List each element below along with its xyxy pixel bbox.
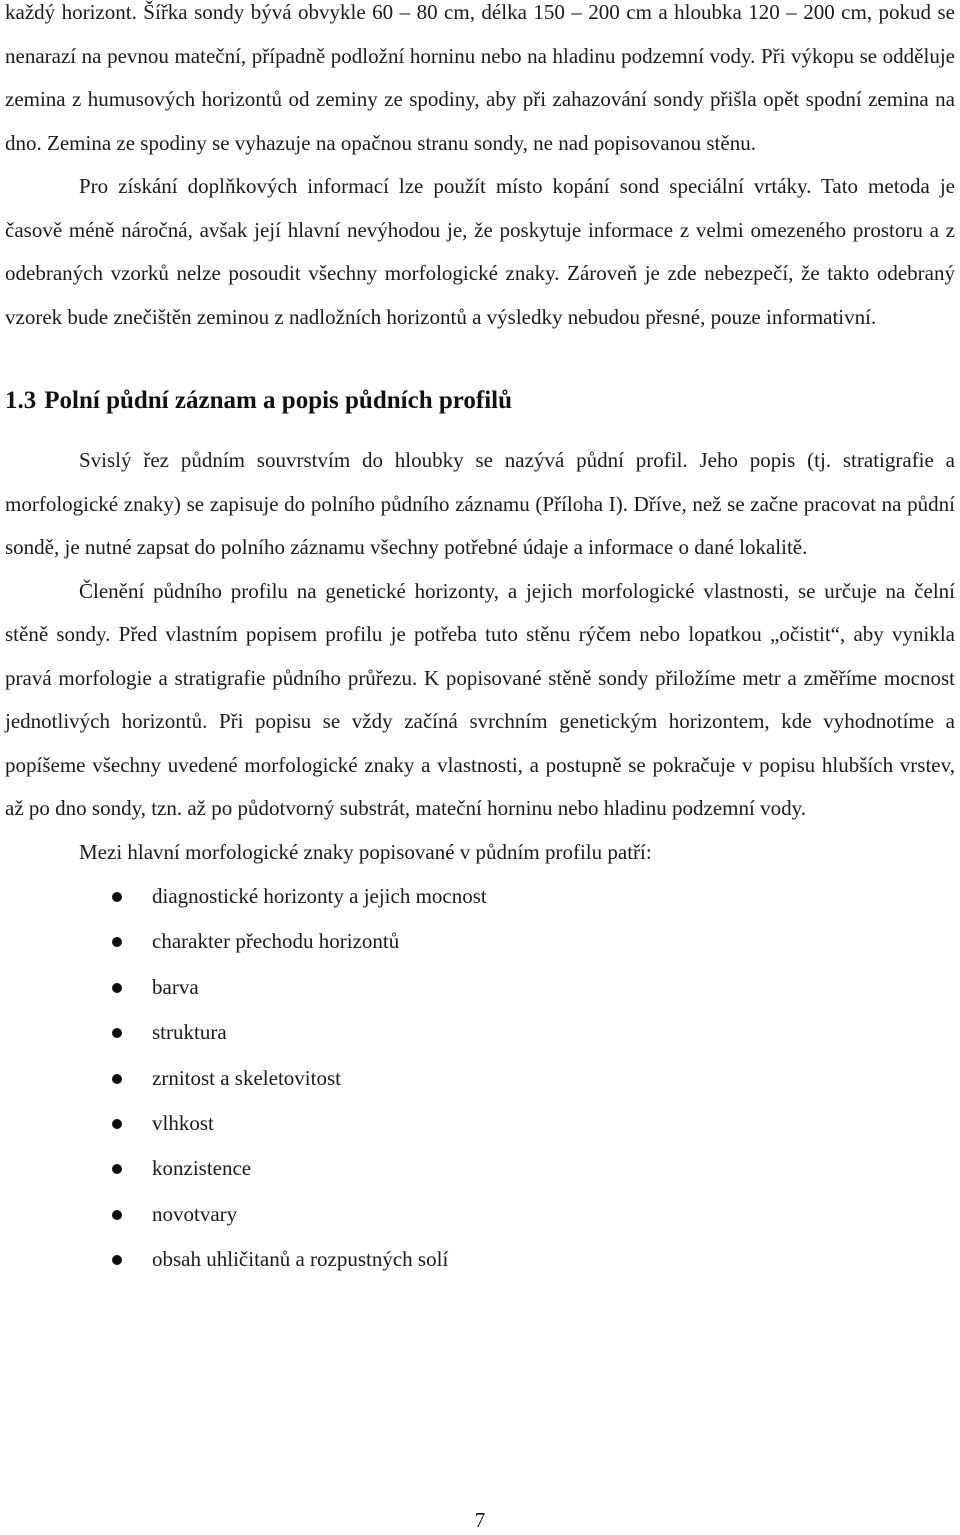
bullet-icon bbox=[112, 1074, 122, 1084]
list-item-text: novotvary bbox=[152, 1201, 238, 1226]
bullet-icon bbox=[112, 1210, 122, 1220]
list-item bbox=[5, 1237, 955, 1282]
section-title: Polní půdní záznam a popis půdních profilů bbox=[44, 387, 513, 414]
bullet-icon bbox=[112, 983, 122, 993]
list-item-text: charakter přechodu horizontů bbox=[152, 929, 400, 954]
page-number: 7 bbox=[474, 1508, 486, 1532]
section-heading bbox=[5, 379, 955, 422]
bullet-icon bbox=[112, 1028, 122, 1038]
paragraph-sonda-dimensions: každý horizont. Šířka sondy bývá obvykle 60 – 80 cm, délka 150 – 200 cm a hloubka 120 – 200 cm, pokud se nenarazí na pevnou mateční, případně podložní horninu nebo na hladinu podzemní vody. Při výkopu se odděluje zemina z humusových horizontů od zeminy ze spodiny, aby při zahazování sondy přišla opět spodní zemina na dno. Zemina ze spodiny se vyhazuje na opačnou stranu sondy, ne nad popisovanou stěnu. bbox=[5, 0, 955, 155]
paragraph-cleneni-profilu: Členění půdního profilu na genetické horizonty, a jejich morfologické vlastnosti, se určuje na čelní stěně sondy. Před vlastním popisem profilu je potřeba tuto stěnu rýčem nebo lopatkou „očistit“, aby vynikla pravá morfologie a stratigrafie půdního průřezu. K popisované stěně sondy přiložíme metr a změříme mocnost jednotlivých horizontů. Při popisu se vždy začíná svrchním genetickým horizontem, kde vyhodnotíme a popíšeme všechny uvedené morfologické znaky a vlastnosti, a postupně se pokračuje v popisu hlubších vrstev, až po dno sondy, tzn. až po půdotvorný substrát, mateční horninu nebo hladinu podzemní vody. bbox=[5, 578, 955, 820]
list-item bbox=[5, 1146, 955, 1191]
bullet-icon bbox=[112, 937, 122, 947]
paragraph-vrtaky: Pro získání doplňkových informací lze použít místo kopání sond speciální vrtáky. Tato metoda je časově méně náročná, avšak její hlavní nevýhodou je, že poskytuje informace z velmi omezeného prostoru a z odebraných vzorků nelze posoudit všechny morfologické znaky. Zároveň je zde nebezpečí, že takto odebraný vzorek bude znečištěn zeminou z nadložních horizontů a výsledky nebudou přesné, pouze informativní. bbox=[5, 174, 955, 329]
list-item-text: struktura bbox=[152, 1020, 227, 1045]
bullet-icon bbox=[112, 892, 122, 902]
list-item-text: barva bbox=[152, 974, 199, 999]
list-item bbox=[5, 1056, 955, 1101]
list-item bbox=[5, 1192, 955, 1237]
list-item bbox=[5, 874, 955, 919]
bullet-icon bbox=[112, 1255, 122, 1265]
list-item-text: zrnitost a skeletovitost bbox=[152, 1065, 341, 1090]
list-item bbox=[5, 919, 955, 964]
morphological-features-list bbox=[5, 874, 955, 1283]
list-item bbox=[5, 965, 955, 1010]
paragraph-list-intro: Mezi hlavní morfologické znaky popisované v půdním profilu patří: bbox=[79, 839, 652, 864]
bullet-icon bbox=[112, 1119, 122, 1129]
list-item bbox=[5, 1101, 955, 1146]
bullet-icon bbox=[112, 1164, 122, 1174]
list-item-text: konzistence bbox=[152, 1156, 252, 1181]
paragraph-pudni-profil: Svislý řez půdním souvrstvím do hloubky se nazývá půdní profil. Jeho popis (tj. stratigrafie a morfologické znaky) se zapisuje do polního půdního záznamu (Příloha I). Dříve, než se začne pracovat na půdní sondě, je nutné zapsat do polního záznamu všechny potřebné údaje a informace o dané lokalitě. bbox=[5, 448, 955, 559]
list-item-text: vlhkost bbox=[152, 1111, 214, 1136]
list-item-text: diagnostické horizonty a jejich mocnost bbox=[152, 884, 487, 908]
section-number: 1.3 bbox=[5, 387, 37, 414]
list-item-text: obsah uhličitanů a rozpustných solí bbox=[152, 1247, 449, 1272]
page-content bbox=[5, 0, 955, 1283]
list-item bbox=[5, 1010, 955, 1055]
